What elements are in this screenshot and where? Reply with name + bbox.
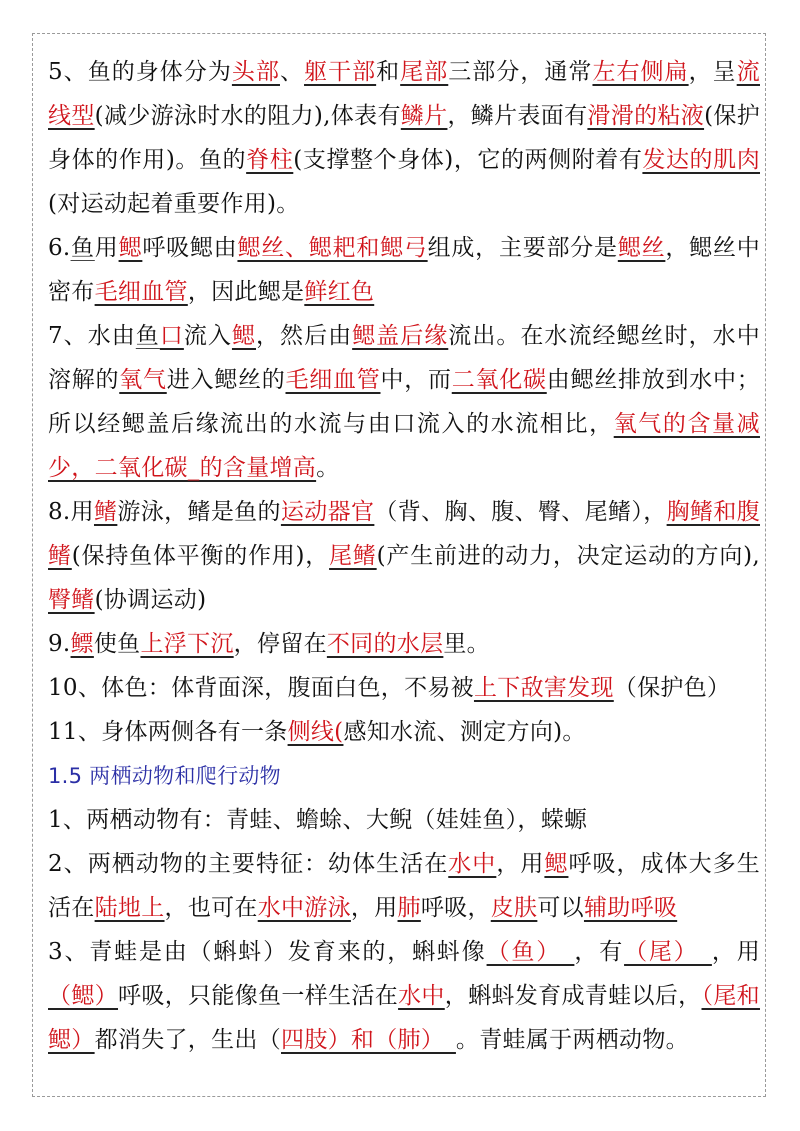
answer-text: 滑滑的粘液 bbox=[587, 103, 705, 129]
amphibian-item-2 bbox=[48, 842, 760, 930]
answer-text: 氧气 bbox=[119, 367, 167, 393]
body-text: （背、胸、腹、臀、尾鳍）， bbox=[374, 499, 667, 525]
answer-text: 鳔 bbox=[70, 631, 94, 657]
answer-text: 臀鳍 bbox=[48, 587, 95, 613]
body-text: 里。 bbox=[443, 631, 490, 657]
body-text: 呼吸， bbox=[420, 895, 491, 921]
answer-text: 胸鳍和腹鳍 bbox=[48, 499, 761, 569]
answer-text: 躯干部 bbox=[304, 59, 377, 85]
answer-text: 皮肤 bbox=[490, 895, 538, 921]
body-text: ，蝌蚪发育成青蛙以后， bbox=[444, 983, 702, 1009]
body-text: 2、两栖动物的主要特征：幼体生活在 bbox=[48, 851, 449, 877]
fish-item-5 bbox=[48, 50, 760, 226]
answer-text: 运动器官 bbox=[280, 499, 375, 525]
answer-text: 氧气的含量减少，二氧化碳_的含量增高 bbox=[48, 411, 760, 481]
body-text: (产生前进的动力，决定运动的方向), bbox=[376, 543, 760, 569]
answer-text: 发达的肌肉 bbox=[642, 147, 760, 173]
body-text: （保护色） bbox=[613, 675, 731, 701]
fish-item-10 bbox=[48, 666, 760, 710]
answer-text: 水中 bbox=[448, 851, 497, 877]
body-text: 感知水流、测定方向)。 bbox=[343, 719, 586, 745]
answer-text: 左右侧扁 bbox=[592, 59, 689, 85]
body-text: 6. bbox=[48, 235, 71, 261]
answer-text: 毛细血管 bbox=[285, 367, 381, 393]
body-text: ，因此鳃是 bbox=[187, 279, 305, 305]
answer-text: 尾鳍 bbox=[329, 543, 377, 569]
answer-text: 鳃 bbox=[544, 851, 569, 877]
body-text: ，呈 bbox=[688, 59, 737, 85]
body-text: 游泳，鳍是鱼的 bbox=[117, 499, 281, 525]
answer-text: 脊柱 bbox=[246, 147, 294, 173]
answer-text: 鳃丝 bbox=[617, 235, 666, 261]
body-text: 。 bbox=[316, 455, 340, 481]
body-text: 5、鱼的身体分为 bbox=[48, 59, 232, 85]
document-body bbox=[48, 50, 760, 1062]
body-text: 呼吸鳃由 bbox=[142, 235, 238, 261]
answer-text: 鳃 bbox=[118, 235, 143, 261]
body-text: (保护身体的作用)。鱼的 bbox=[48, 103, 760, 173]
body-text: 8.用 bbox=[48, 499, 94, 525]
answer-text: 毛细血管 bbox=[94, 279, 188, 305]
fish-item-7 bbox=[48, 314, 760, 490]
answer-text: 肺 bbox=[397, 895, 421, 921]
body-text: 都消失了，生出（ bbox=[94, 1027, 282, 1053]
body-text: 9. bbox=[48, 631, 71, 657]
body-text: (减少游泳时水的阻力),体表有 bbox=[94, 103, 401, 129]
body-text: 1、两栖动物有：青蛙、蟾蜍、大鲵（娃娃鱼），蝾螈 bbox=[48, 807, 588, 833]
answer-text: 尾部 bbox=[400, 59, 449, 85]
body-text: 三部分，通常 bbox=[448, 59, 593, 85]
answer-text: 鲜红色 bbox=[304, 279, 375, 305]
answer-text: 辅助呼吸 bbox=[583, 895, 678, 921]
answer-text: （鱼） bbox=[486, 939, 575, 965]
body-text: 3、青蛙是由（蝌蚪）发育来的，蝌蚪像 bbox=[48, 939, 487, 965]
answer-text: 四肢）和（肺） bbox=[281, 1027, 456, 1053]
body-text: 10、体色：体背面深，腹面白色，不易被 bbox=[48, 675, 474, 701]
body-text: 呼吸，成体大多生活在 bbox=[48, 851, 761, 921]
answer-text: （鳃） bbox=[48, 983, 119, 1009]
body-text: ，停留在 bbox=[233, 631, 327, 657]
body-text: ，用 bbox=[496, 851, 545, 877]
answer-text: 上下敌害发现 bbox=[473, 675, 614, 701]
answer-text: 口 bbox=[159, 323, 184, 349]
body-text: 7、水由 bbox=[48, 323, 136, 349]
answer-text: 鳃丝、鳃耙和鳃弓 bbox=[237, 235, 428, 261]
body-text: (支撑整个身体)，它的两侧附着有 bbox=[293, 147, 643, 173]
fish-item-11 bbox=[48, 710, 760, 754]
underlined-text: 鱼 bbox=[70, 235, 95, 261]
answer-text: 鳃 bbox=[231, 323, 256, 349]
body-text: (协调运动) bbox=[94, 587, 207, 613]
body-text: 和 bbox=[376, 59, 401, 85]
body-text: ，用 bbox=[350, 895, 398, 921]
body-text: 。青蛙属于两栖动物。 bbox=[455, 1027, 689, 1053]
body-text: 由鳃丝排放到水中；所以经鳃盖后缘流出的水流与由口流入的水流相比， bbox=[48, 367, 761, 437]
amphibian-item-1 bbox=[48, 798, 760, 842]
answer-text: （尾和鳃） bbox=[48, 983, 760, 1053]
body-text: 11、身体两侧各有一条 bbox=[48, 719, 288, 745]
body-text: 流入 bbox=[183, 323, 232, 349]
body-text: ，用 bbox=[711, 939, 761, 965]
body-text: 进入鳃丝的 bbox=[166, 367, 286, 393]
answer-text: 二氧化碳 bbox=[451, 367, 547, 393]
body-text: 用 bbox=[94, 235, 119, 261]
body-text: ，鳞片表面有 bbox=[447, 103, 588, 129]
body-text: ，鳃丝中密布 bbox=[48, 235, 760, 305]
fish-item-8 bbox=[48, 490, 760, 622]
body-text: 使鱼 bbox=[93, 631, 141, 657]
body-text: ，有 bbox=[574, 939, 625, 965]
answer-text: 陆地上 bbox=[94, 895, 165, 921]
answer-text: 流线型 bbox=[48, 59, 760, 129]
underlined-text: 鱼 bbox=[135, 323, 160, 349]
body-text: 可以 bbox=[537, 895, 584, 921]
body-text: 呼吸，只能像鱼一样生活在 bbox=[118, 983, 399, 1009]
body-text: ，也可在 bbox=[164, 895, 258, 921]
body-text: ，然后由 bbox=[256, 323, 353, 349]
body-text: 中，而 bbox=[380, 367, 452, 393]
section-heading: 1.5 两栖动物和爬行动物 bbox=[48, 764, 281, 788]
body-text: (保持鱼体平衡的作用)， bbox=[71, 543, 330, 569]
body-text: 组成，主要部分是 bbox=[427, 235, 618, 261]
body-text: 、 bbox=[279, 59, 305, 85]
answer-text: 上浮下沉 bbox=[140, 631, 234, 657]
body-text: (对运动起着重要作用)。 bbox=[48, 191, 300, 217]
answer-text: 鳞片 bbox=[400, 103, 448, 129]
answer-text: 水中 bbox=[398, 983, 445, 1009]
fish-item-9 bbox=[48, 622, 760, 666]
fish-item-6 bbox=[48, 226, 760, 314]
answer-text: 头部 bbox=[231, 59, 280, 85]
answer-text: 侧线( bbox=[287, 719, 344, 745]
answer-text: 不同的水层 bbox=[326, 631, 444, 657]
answer-text: 鳍 bbox=[93, 499, 118, 525]
amphibian-item-3 bbox=[48, 930, 760, 1062]
answer-text: 水中游泳 bbox=[257, 895, 351, 921]
answer-text: （尾） bbox=[624, 939, 712, 965]
body-text: 流出。在水流经鳃丝时，水中溶解的 bbox=[48, 323, 760, 393]
answer-text: 鳃盖后缘 bbox=[352, 323, 449, 349]
